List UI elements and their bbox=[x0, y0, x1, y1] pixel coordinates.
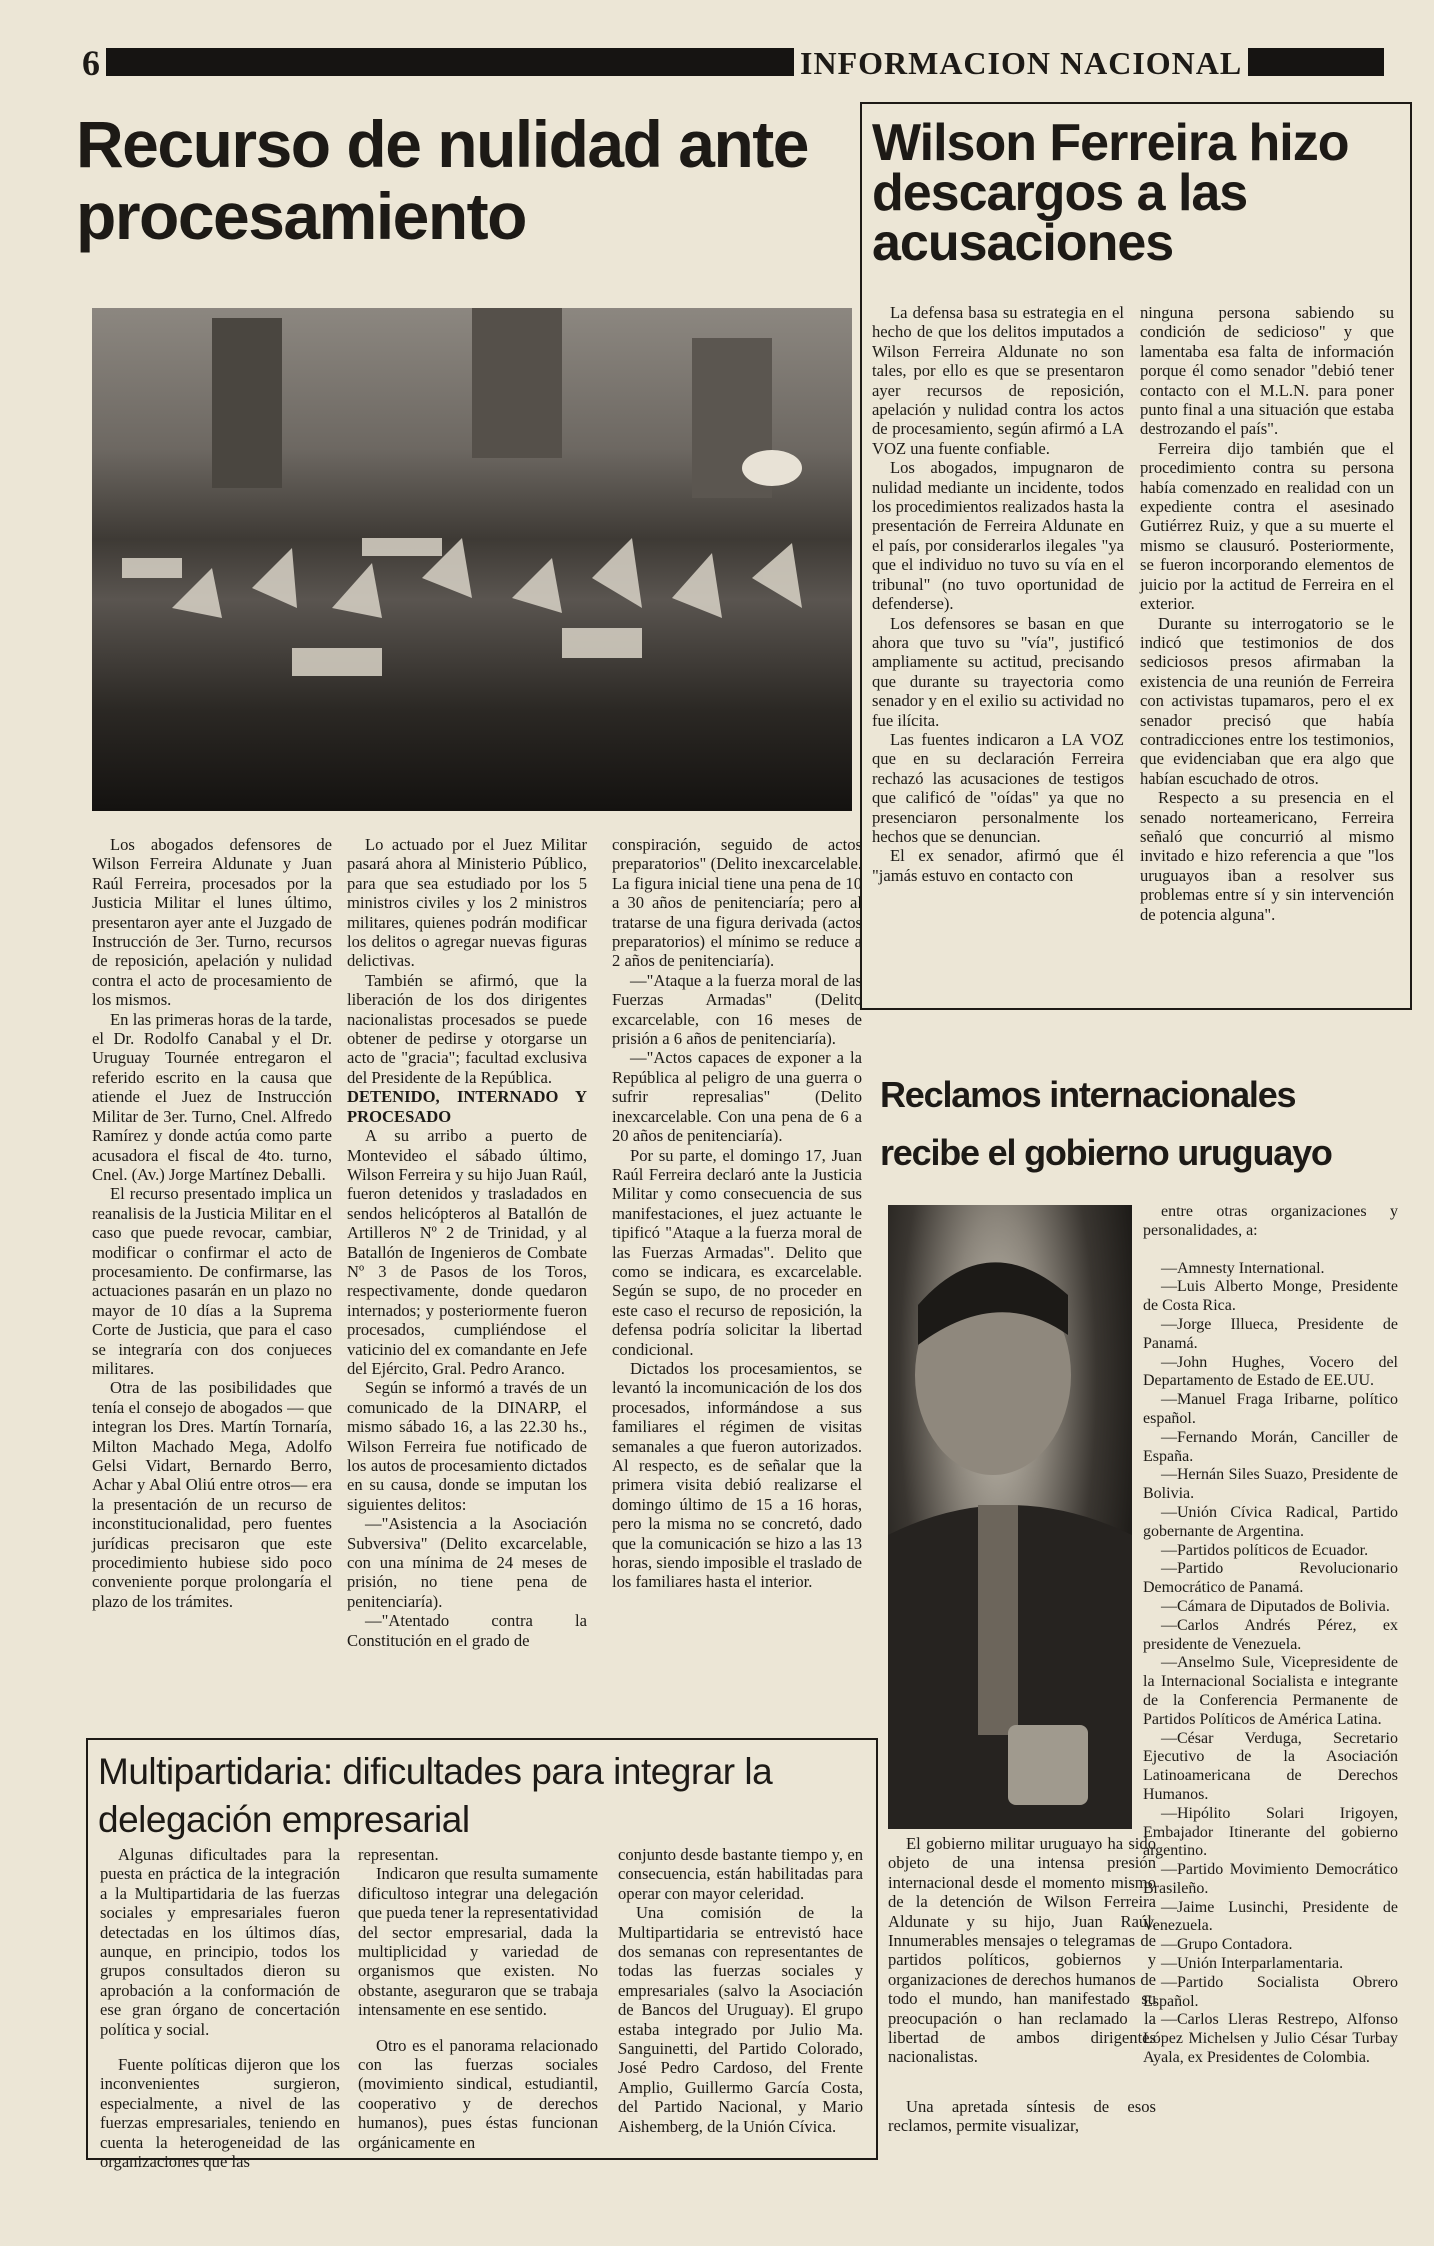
article1-col1 bbox=[92, 835, 332, 1611]
paragraph: Indicaron que resulta sumamente dificultoso integrar una delegación que pueda tener la representatividad del sector empresarial, dada la multiplicidad y variedad de organismos que existen. No obstante, aseguraron que se trabaja intensamente en ese sentido. bbox=[358, 1864, 598, 2020]
crowd-flags-illustration bbox=[92, 308, 852, 811]
list-item: —Unión Cívica Radical, Partido gobernante de Argentina. bbox=[1143, 1503, 1398, 1540]
list-item: —Partido Socialista Obrero Español. bbox=[1143, 1973, 1398, 2010]
paragraph: Lo actuado por el Juez Militar pasará ahora al Ministerio Público, para que sea estudiado por los 5 ministros civiles y los 2 ministros militares, quienes podrán modificar los delitos o agregar nuevas figuras delictivas. bbox=[347, 835, 587, 971]
list-intro: entre otras organizaciones y personalidades, a: bbox=[1143, 1203, 1398, 1239]
article4-col1 bbox=[100, 1845, 340, 2172]
list-item: —John Hughes, Vocero del Departamento de Estado de EE.UU. bbox=[1143, 1353, 1398, 1390]
headline-reclamos: Reclamos internacionales recibe el gobierno uruguayo bbox=[880, 1074, 1332, 1173]
paragraph: Durante su interrogatorio se le indicó que testimonios de dos sediciosos presos afirmaban la existencia de una reunión de Ferreira con activistas tupamaros, pero el ex senador precisó que había contradicciones entre los testimonios, que evidenciaban que era algo que habían escuchado de otros. bbox=[1140, 613, 1394, 788]
paragraph: Ferreira dijo también que el procedimiento contra su persona había comenzado en realidad con un expediente contra el asesinado Gutiérrez Ruiz, y que a su muerte el mismo se clausuró. Posteriormente, se fueron incorporando elementos de juicio por la actitud de Ferreira en el exterior. bbox=[1140, 438, 1394, 614]
list-item: —Carlos Lleras Restrepo, Alfonso López Michelsen y Julio César Turbay Ayala, ex Presidentes de Colombia. bbox=[1143, 2011, 1398, 2067]
caption-paragraph: El gobierno militar uruguayo ha sido objeto de una intensa presión internacional desde el momento mismo de la detención de Wilson Ferreira Aldunate y su hijo, Juan Raúl. Innumerables mensajes o telegramas de partidos políticos, gobiernos y organizaciones de derechos humanos de todo el mundo, han manifestado su preocupación o han reclamado la libertad de ambos dirigentes nacionalistas. bbox=[888, 1834, 1156, 2067]
paragraph: —"Actos capaces de exponer a la República al peligro de una guerra o sufrir represalias" (Delito inexcarcelable. Con una pena de 6 a 20 años de penitenciaría). bbox=[612, 1048, 862, 1146]
paragraph: La defensa basa su estrategia en el hecho de que los delitos imputados a Wilson Ferreira Aldunate no son tales, por ello es que se presentaron ayer recursos de reposición, apelación y nulidad contra los actos de procesamiento, según afirmó a LA VOZ una fuente confiable. bbox=[872, 303, 1124, 458]
list-item: —Partido Revolucionario Democrático de Panamá. bbox=[1143, 1560, 1398, 1597]
paragraph: Algunas dificultades para la puesta en práctica de la integración a la Multipartidaria de las fuerzas sociales y empresariales fueron detectadas en los últimos días, aunque, en principio, todos los grupos consultados dieron su aprobación a la conformación de ese gran órgano de concertación política y social. bbox=[100, 1845, 340, 2039]
headline-recurso: Recurso de nulidad ante procesamiento bbox=[76, 107, 808, 253]
article2-col2 bbox=[1140, 303, 1394, 924]
paragraph: En las primeras horas de la tarde, el Dr. Rodolfo Canabal y el Dr. Uruguay Tournée entregaron el referido escrito en la causa que atiende el Juez de Instrucción Militar de 3er. Turno, Cnel. Alfredo Ramírez y donde actúa como parte acusadora el fiscal de 4to. turno, Cnel. (Av.) Jorge Martínez Deballi. bbox=[92, 1009, 332, 1184]
list-item: —Hernán Siles Suazo, Presidente de Bolivia. bbox=[1143, 1466, 1398, 1503]
portrait-photo bbox=[888, 1205, 1132, 1829]
list-item: —Cámara de Diputados de Bolivia. bbox=[1161, 1597, 1390, 1615]
paragraph: Otra de las posibilidades que tenía el consejo de abogados — que integran los Dres. Martín Tornaría, Milton Machado Mega, Adolfo Gelsi Vidart, Bernardo Berro, Achar y Abal Oliú entre otros— era la presentación de un recurso de inconstitucionalidad, pero fuentes jurídicas precisaron que este procedimiento hubiese sido poco conveniente porque prolongaría el plazo de los trámites. bbox=[92, 1378, 332, 1611]
crowd-photo bbox=[92, 308, 852, 811]
paragraph: El recurso presentado implica un reanalisis de la Justicia Militar en el caso que puede revocar, cambiar, modificar o confirmar el acto de procesamiento. De confirmarse, las actuaciones pasarán en un plazo no mayor de 10 días a la Suprema Corte de Justicia, que para el caso se integraría con dos conjueces militares. bbox=[92, 1184, 332, 1378]
list-item: —Jaime Lusinchi, Presidente de Venezuela. bbox=[1143, 1898, 1398, 1935]
list-item: —César Verduga, Secretario Ejecutivo de la Asociación Latinoamericana de Derechos Humanos. bbox=[1143, 1729, 1398, 1803]
section-title: INFORMACION NACIONAL bbox=[794, 46, 1248, 80]
paragraph: Respecto a su presencia en el senado norteamericano, Ferreira señaló que concurrió al mismo invitado e hizo referencia a que "los uruguayos iban a resolver sus problemas entre sí y sin intervención de potencia alguna". bbox=[1140, 788, 1394, 924]
article4-col3 bbox=[618, 1845, 863, 2136]
article3-list bbox=[1143, 1203, 1398, 2068]
list-item: —Partidos políticos de Ecuador. bbox=[1161, 1541, 1369, 1559]
paragraph: Según se informó a través de un comunicado de la DINARP, el mismo sábado 16, a las 22.30 hs., Wilson Ferreira fue notificado de los autos de procesamiento dictados en su causa, donde se imputan los siguientes delitos: bbox=[347, 1378, 587, 1514]
paragraph: representan. bbox=[358, 1845, 439, 1864]
page-number: 6 bbox=[82, 46, 106, 80]
paragraph: Una comisión de la Multipartidaria se entrevistó hace dos semanas con representantes de todas las fuerzas sociales y empresariales (salvo la Asociación de Bancos del Uruguay). El grupo estaba integrado por Julio Ma. Sanguinetti, del Partido Colorado, José Pedro Cardoso, del Frente Amplio, Guillermo García Costa, del Partido Nacional, y Mario Aishemberg, de la Unión Cívica. bbox=[618, 1903, 863, 2136]
subhead: DETENIDO, INTERNADO Y PROCESADO bbox=[347, 1087, 587, 1126]
list-item: —Manuel Fraga Iribarne, político español. bbox=[1143, 1391, 1398, 1427]
paragraph: Los defensores se basan en que ahora que tuvo su "vía", justificó ampliamente su actitud, precisando que durante su trayectoria como senador y en el exilio su actividad no fue ilícita. bbox=[872, 613, 1124, 730]
paragraph: Dictados los procesamientos, se levantó la incomunicación de los dos procesados, informándose a sus familiares el régimen de visitas semanales a que fueron autorizados. Al respecto, es de señalar que la primera visita debió realizarse el domingo último de 15 a 16 horas, pero la misma no se concretó, dado que la comunicación se hizo a las 13 horas, siendo imposible el traslado de los familiares hasta el interior. bbox=[612, 1358, 862, 1592]
paragraph: Los abogados defensores de Wilson Ferreira Aldunate y Juan Raúl Ferreira, procesados por la Justicia Militar el lunes último, presentaron ayer ante el Juzgado de Instrucción de 3er. Turno, recursos de reposición, apelación y nulidad contra el acto de procesamiento de los mismos. bbox=[92, 835, 332, 1010]
list-item: —Anselmo Sule, Vicepresidente de la Internacional Socialista e integrante de la Conferencia Permanente de Partidos Políticos de América Latina. bbox=[1143, 1654, 1398, 1728]
paragraph: El ex senador, afirmó que él "jamás estuvo en contacto con bbox=[872, 846, 1124, 885]
paragraph: —"Asistencia a la Asociación Subversiva" (Delito excarcelable, con una mínima de 24 meses de prisión, no tiene pena de penitenciaría). bbox=[347, 1514, 587, 1611]
list-item: —Partido Movimiento Democrático Brasileño. bbox=[1143, 1861, 1398, 1897]
caption-paragraph: Una apretada síntesis de esos reclamos, permite visualizar, bbox=[888, 2096, 1156, 2136]
paragraph: Otro es el panorama relacionado con las fuerzas sociales (movimiento sindical, estudiantil, cooperativo y de derechos humanos), pues éstas funcionan orgánicamente en bbox=[358, 2035, 598, 2152]
article2-col1 bbox=[872, 303, 1124, 885]
list-item: —Unión Interparlamentaria. bbox=[1161, 1955, 1344, 1973]
paragraph: ninguna persona sabiendo su condición de sedicioso" y que lamentaba esa falta de información porque él como senador "debió tener contacto con el M.L.N. para poner punto final a una situación que estaba destrozando el país". bbox=[1140, 303, 1394, 439]
paragraph: Las fuentes indicaron a LA VOZ que en su declaración Ferreira rechazó las acusaciones de testigos que calificó de "oídas" ya que no presenciaron personalmente los hechos que se denuncian. bbox=[872, 729, 1124, 846]
list-item: —Hipólito Solari Irigoyen, Embajador Itinerante del gobierno argentino. bbox=[1143, 1804, 1398, 1860]
paragraph: conjunto desde bastante tiempo y, en consecuencia, están habilitadas para operar con mayor celeridad. bbox=[618, 1845, 863, 1903]
portrait-illustration bbox=[888, 1205, 1132, 1829]
paragraph: —"Ataque a la fuerza moral de las Fuerzas Armadas" (Delito excarcelable, con 16 meses de prisión a 6 años de penitenciaría). bbox=[612, 970, 862, 1049]
paragraph: Por su parte, el domingo 17, Juan Raúl Ferreira declaró ante la Justicia Militar y como consecuencia de sus manifestaciones, el juez actuante le tipificó "Ataque a la fuerza moral de las Fuerzas Armadas". Delito que como se indicara, es excarcelable. Según se supo, de no proceder en este caso el recurso de reposición, la defensa podría solicitar la libertad condicional. bbox=[612, 1145, 862, 1359]
article4-col2 bbox=[358, 1845, 598, 2152]
list-item: —Amnesty International. bbox=[1161, 1259, 1325, 1277]
paragraph: A su arribo a puerto de Montevideo el sábado último, Wilson Ferreira y su hijo Juan Raúl, fueron detenidos y trasladados en sendos helicópteros al Batallón de Artilleros Nº 2 de Trinidad, y al Batallón de Ingenieros de Combate Nº 3 de Pasos de los Toros, respectivamente, donde quedaron internados; y posteriormente fueron procesados, cumpliéndose el vaticinio del ex comandante en Jefe del Ejército, Gral. Pedro Aranco. bbox=[347, 1126, 587, 1378]
list-item: —Fernando Morán, Canciller de España. bbox=[1143, 1428, 1398, 1465]
article1-col2 bbox=[347, 835, 587, 1650]
paragraph: Los abogados, impugnaron de nulidad mediante un incidente, todos los procedimientos realizados hasta la presentación de Ferreira Aldunate en el país, por considerarlos ilegales "ya que el individuo no tuvo su vía en el tribunal" (no tuvo oportunidad de defenderse). bbox=[872, 458, 1124, 614]
article3-caption bbox=[888, 1834, 1156, 2136]
list-item: —Luis Alberto Monge, Presidente de Costa Rica. bbox=[1143, 1278, 1398, 1315]
paragraph: Fuente políticas dijeron que los inconvenientes surgieron, especialmente, a nivel de las fuerzas empresariales, teniendo en cuenta la heterogeneidad de las organizaciones que las bbox=[100, 2055, 340, 2172]
list-item: —Jorge Illueca, Presidente de Panamá. bbox=[1143, 1315, 1398, 1352]
paragraph: También se afirmó, que la liberación de los dos dirigentes nacionalistas procesados se puede obtener de pedirse y otorgarse un acto de "gracia"; facultad exclusiva del Presidente de la República. bbox=[347, 970, 587, 1087]
article1-col3 bbox=[612, 835, 862, 1592]
headline-multipartidaria: Multipartidaria: dificultades para integrar la delegación empresarial bbox=[98, 1751, 773, 1840]
paragraph: conspiración, seguido de actos preparatorios" (Delito inexcarcelable. La figura inicial tiene una pena de 10 a 30 años de penitenciaría; pero al tratarse de una figura derivada (actos preparatorios) el mínimo se reduce a 2 años de penitenciaría). bbox=[612, 835, 862, 971]
headline-wilson: Wilson Ferreira hizo descargos a las acusaciones bbox=[872, 114, 1349, 272]
list-item: —Carlos Andrés Pérez, ex presidente de Venezuela. bbox=[1143, 1616, 1398, 1653]
paragraph: —"Atentado contra la Constitución en el grado de bbox=[347, 1611, 587, 1650]
list-item: —Grupo Contadora. bbox=[1161, 1936, 1293, 1954]
